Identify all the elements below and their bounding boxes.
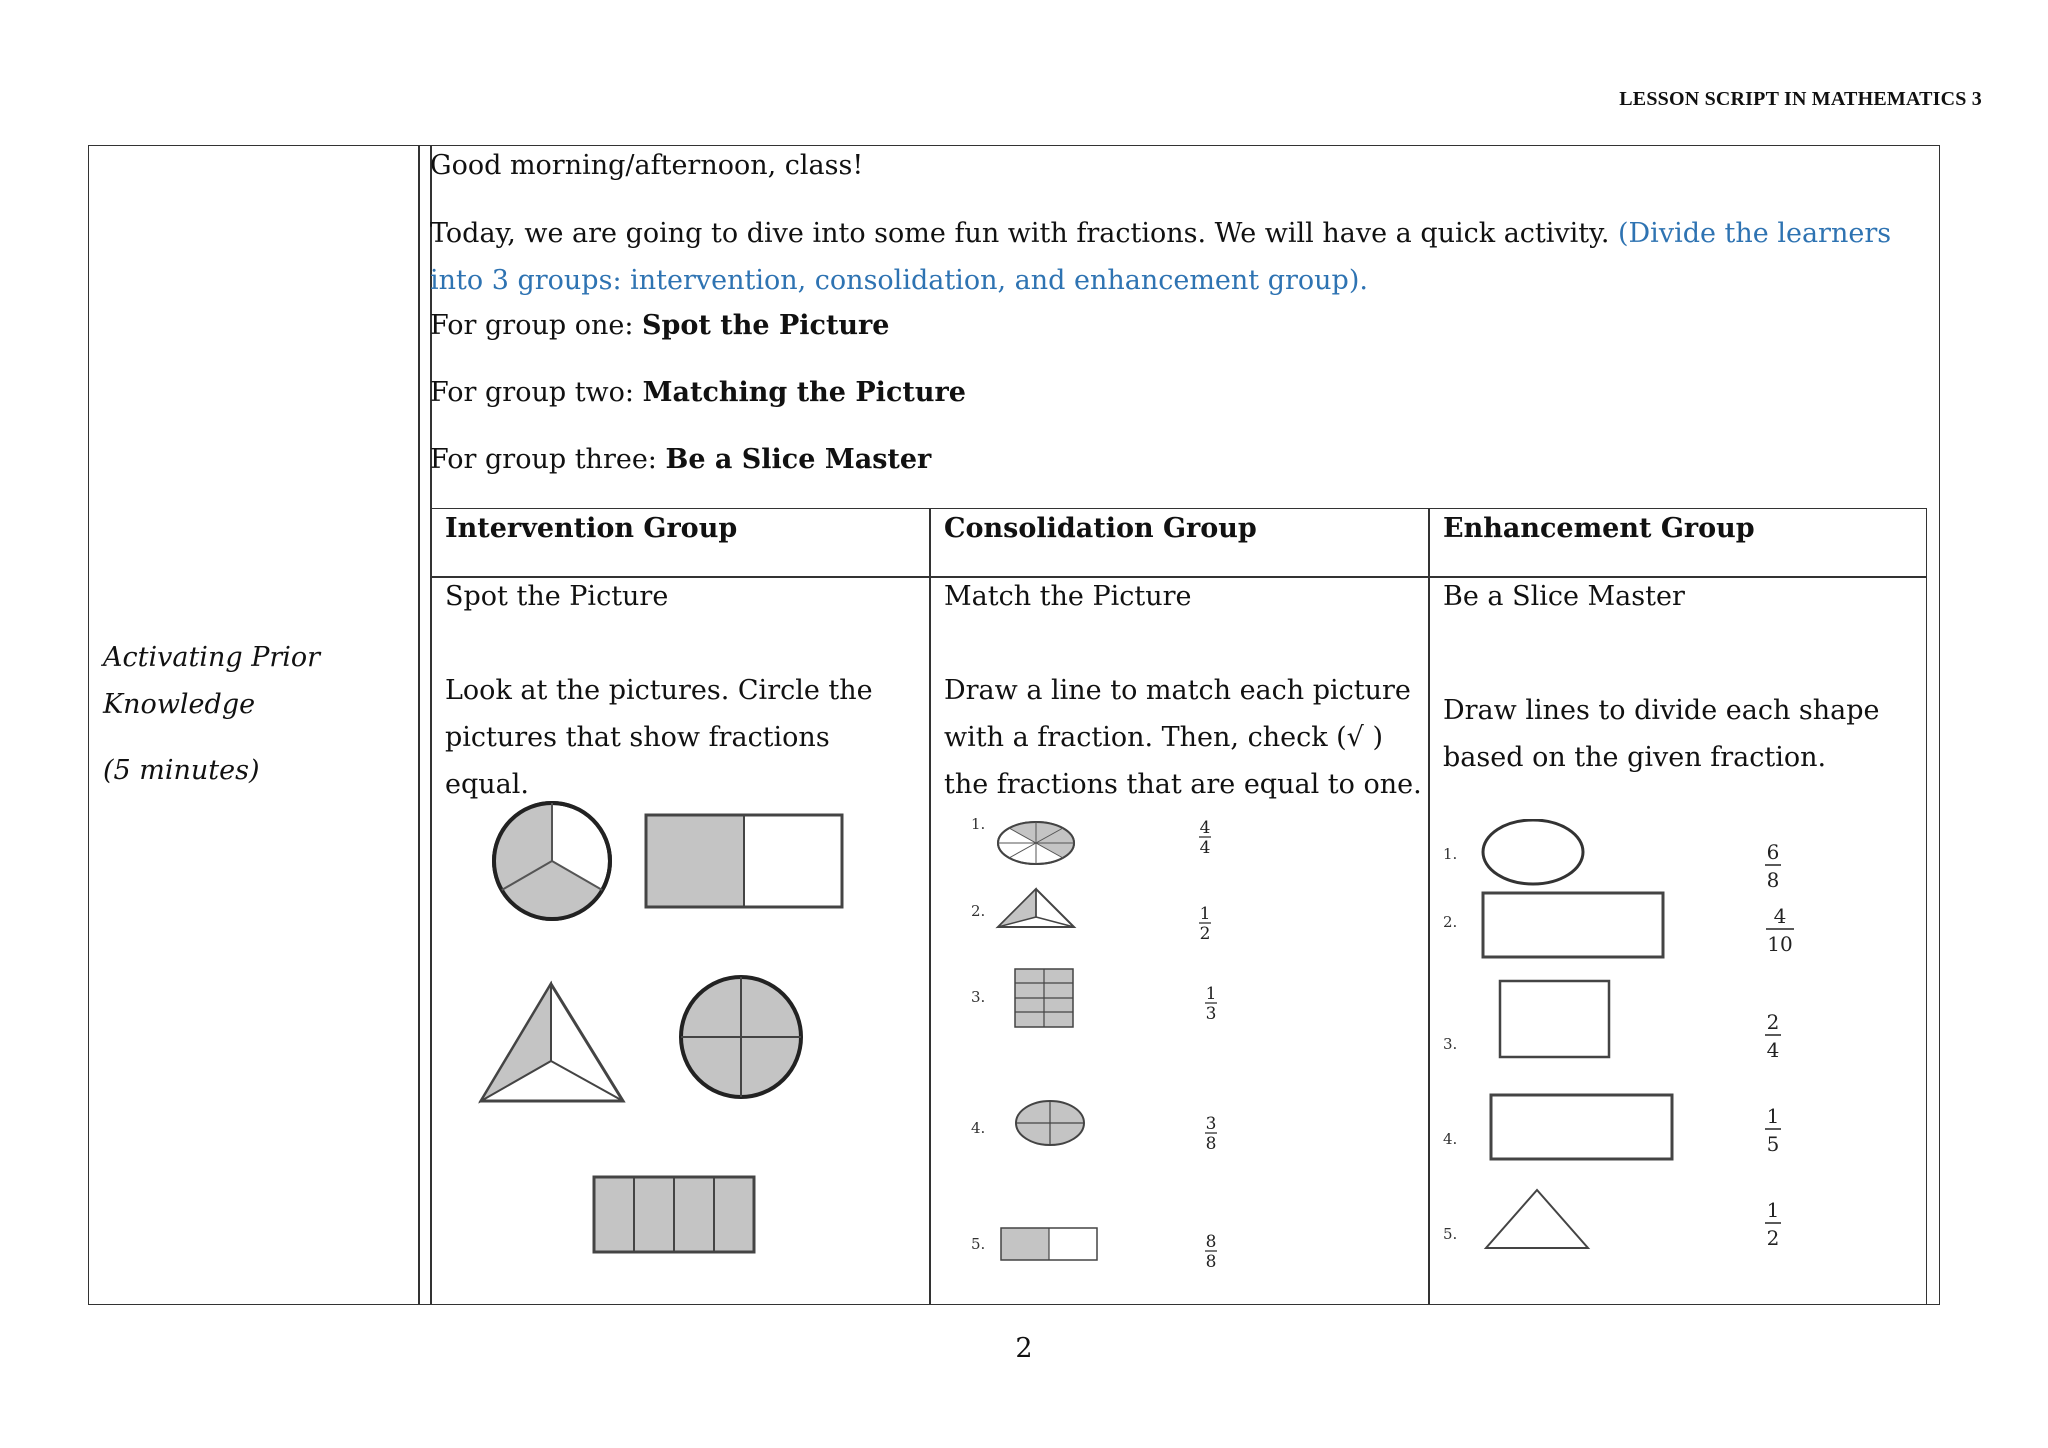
intro-text: Today, we are going to dive into some fun with fractions. We will have a quick activity. <box>430 218 1618 249</box>
greeting: Good morning/afternoon, class! <box>430 150 864 181</box>
group-two-prefix: For group two: <box>430 377 643 408</box>
item-number: 4. <box>971 1119 986 1137</box>
group-two-activity: Matching the Picture <box>642 377 966 408</box>
fraction-denominator: 2 <box>1766 1226 1780 1250</box>
consolidation-pictures <box>971 809 1271 1289</box>
group-one-activity: Spot the Picture <box>642 310 890 341</box>
header-intervention-group: Intervention Group <box>445 513 738 544</box>
rectangle-halves-picture <box>646 815 842 907</box>
group-three-line <box>430 440 931 480</box>
fraction-numerator: 6 <box>1766 840 1780 864</box>
fraction-numerator: 1 <box>1766 1198 1780 1222</box>
intervention-instruction: Look at the pictures. Circle the pictures that show fractions equal. <box>445 675 873 800</box>
rectangle-fourths-picture <box>594 1177 754 1252</box>
item-number: 3. <box>1443 1035 1458 1053</box>
fraction-denominator: 8 <box>1766 868 1780 892</box>
consolidation-title: Match the Picture <box>944 581 1192 612</box>
header-enhancement-group: Enhancement Group <box>1443 513 1755 544</box>
fraction-denominator: 8 <box>1205 1134 1217 1154</box>
grid-thirds-shape <box>1015 969 1073 1027</box>
section-label <box>103 634 403 794</box>
group-three-prefix: For group three: <box>430 444 666 475</box>
oval-shape <box>1483 820 1583 884</box>
enhancement-shapes <box>1443 819 1803 1289</box>
intro-paragraph <box>430 210 1930 304</box>
intervention-title: Spot the Picture <box>445 581 669 612</box>
fraction-numerator: 4 <box>1199 818 1211 838</box>
rectangle-halves-shape <box>1001 1228 1097 1260</box>
triangle-thirds-picture <box>481 984 623 1101</box>
fraction-denominator: 3 <box>1205 1004 1217 1024</box>
item-number: 4. <box>1443 1130 1458 1148</box>
item-number: 5. <box>971 1235 986 1253</box>
enhancement-instruction: Draw lines to divide each shape based on the given fraction. <box>1443 695 1880 773</box>
circle-eighths-shape <box>998 822 1074 864</box>
section-duration: (5 minutes) <box>103 755 260 786</box>
item-number: 5. <box>1443 1225 1458 1243</box>
section-title-line2: Knowledge <box>103 689 256 720</box>
circle-fourths-picture <box>681 977 801 1097</box>
long-rectangle-shape <box>1491 1095 1672 1159</box>
teacher-note: (Divide the learners into 3 groups: intervention, consolidation, and enhancement group). <box>430 218 1892 296</box>
square-shape <box>1500 981 1609 1057</box>
circle-thirds-picture <box>494 803 610 919</box>
item-number: 2. <box>971 902 986 920</box>
fraction-numerator: 4 <box>1773 904 1787 928</box>
item-number: 1. <box>971 815 986 833</box>
group-one-line <box>430 306 889 346</box>
fraction-numerator: 1 <box>1766 1104 1780 1128</box>
circle-fourths-shape <box>1016 1101 1084 1145</box>
fraction-denominator: 2 <box>1199 924 1211 944</box>
fraction-denominator: 4 <box>1766 1038 1780 1062</box>
fraction-denominator: 5 <box>1766 1132 1780 1156</box>
fraction-numerator: 8 <box>1205 1232 1217 1252</box>
section-title-line1: Activating Prior <box>103 642 321 673</box>
fraction-denominator: 4 <box>1199 838 1211 858</box>
wide-rectangle-shape <box>1483 893 1663 957</box>
item-number: 2. <box>1443 913 1458 931</box>
groups-column-divider <box>1428 509 1430 1304</box>
triangle-shape <box>1486 1190 1588 1248</box>
header-consolidation-group: Consolidation Group <box>944 513 1257 544</box>
item-number: 3. <box>971 988 986 1006</box>
triangle-halves-shape <box>998 889 1074 927</box>
document-header: LESSON SCRIPT IN MATHEMATICS 3 <box>1619 88 1982 110</box>
groups-column-divider <box>929 509 931 1304</box>
column-divider <box>418 146 420 1304</box>
page-number: 2 <box>1015 1333 1033 1364</box>
fraction-numerator: 3 <box>1205 1114 1217 1134</box>
groups-table <box>430 508 1927 1305</box>
fraction-numerator: 2 <box>1766 1010 1780 1034</box>
fraction-numerator: 1 <box>1205 984 1217 1004</box>
fraction-denominator: 10 <box>1767 932 1793 956</box>
enhancement-title: Be a Slice Master <box>1443 581 1685 612</box>
item-number: 1. <box>1443 845 1458 863</box>
intervention-pictures <box>471 799 891 1279</box>
group-one-prefix: For group one: <box>430 310 643 341</box>
group-two-line <box>430 373 966 413</box>
consolidation-instruction: Draw a line to match each picture with a fraction. Then, check (√ ) the fractions that are equal to one. <box>944 675 1422 800</box>
fraction-numerator: 1 <box>1199 904 1211 924</box>
group-three-activity: Be a Slice Master <box>665 444 932 475</box>
fraction-denominator: 8 <box>1205 1252 1217 1272</box>
